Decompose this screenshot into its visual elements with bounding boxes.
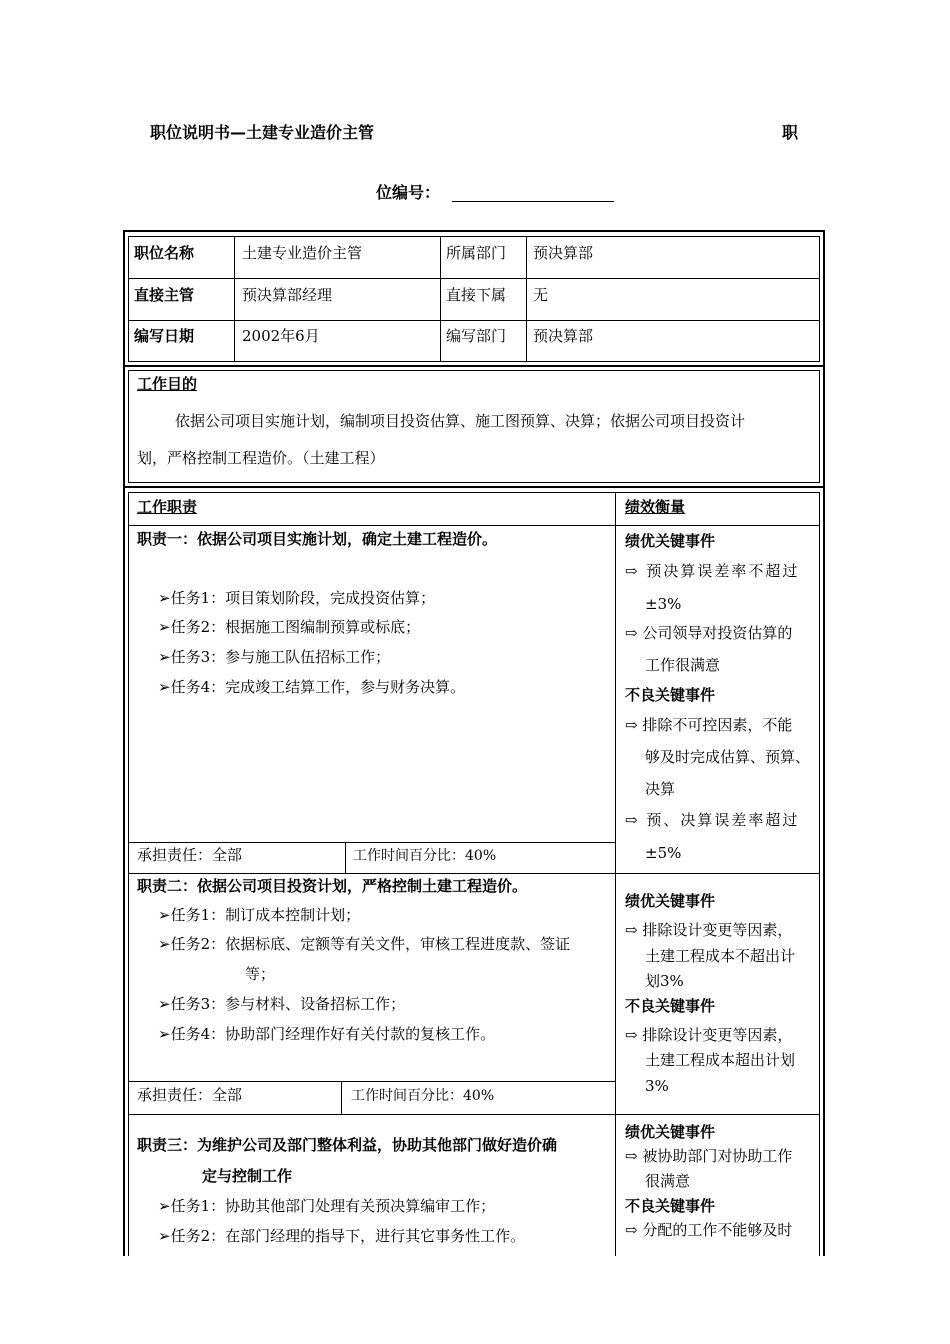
duty-1-task-1: ➢任务1：项目策划阶段，完成投资估算；	[158, 589, 436, 607]
duty-1-title: 职责一：依据公司项目实施计划，确定土建工程造价。	[137, 530, 498, 548]
info-key-department: 所属部门	[446, 244, 507, 262]
duty-1-bad-1a: ⇨ 排除不可控因素，不能	[625, 716, 793, 734]
duty-2-task-2b: 等；	[245, 965, 276, 983]
info-key-date: 编写日期	[134, 327, 195, 345]
duty-1-bad-1c: 决算	[645, 780, 676, 798]
duty-2-task-4: ➢任务4：协助部门经理作好有关付款的复核工作。	[158, 1025, 496, 1043]
duty-1-bad-2b: ±5%	[645, 844, 682, 862]
duty-3-task-2: ➢任务2：在部门经理的指导下，进行其它事务性工作。	[158, 1227, 526, 1245]
duty-2-task-3: ➢任务3：参与材料、设备招标工作；	[158, 995, 406, 1013]
duty-1-bad-2a: ⇨ 预、决算误差率超过	[625, 811, 800, 829]
duty-3-title-b: 定与控制工作	[202, 1167, 293, 1185]
info-value-author-dept: 预决算部	[533, 327, 594, 345]
duty-3-title-a: 职责三：为维护公司及部门整体利益，协助其他部门做好造价确	[137, 1136, 558, 1154]
info-value-position-name: 土建专业造价主管	[242, 244, 363, 262]
duty-1-task-2: ➢任务2：根据施工图编制预算或标底；	[158, 618, 421, 636]
duty-2-bad-1b: 土建工程成本超出计划	[645, 1051, 796, 1069]
info-key-subordinate: 直接下属	[446, 286, 507, 304]
duty-1-good-2b: 工作很满意	[645, 656, 721, 674]
duty-1-good-heading: 绩优关键事件	[625, 532, 716, 550]
info-value-subordinate: 无	[533, 286, 549, 304]
doc-title-right: 职	[782, 123, 799, 142]
duty-3-good-1b: 很满意	[645, 1172, 691, 1190]
duties-header-right: 绩效衡量	[625, 498, 686, 516]
duty-3-good-1a: ⇨ 被协助部门对协助工作	[625, 1147, 793, 1165]
duty-2-task-2a: ➢任务2：依据标底、定额等有关文件，审核工程进度款、签证	[158, 935, 571, 953]
duty-1-good-1b: ±3%	[645, 595, 682, 613]
duty-2-task-1: ➢任务1：制订成本控制计划；	[158, 906, 361, 924]
purpose-heading: 工作目的	[137, 375, 198, 393]
duty-3-bad-heading: 不良关键事件	[625, 1197, 716, 1215]
duty-1-responsibility: 承担责任：全部	[137, 846, 243, 864]
info-key-position-name: 职位名称	[134, 244, 195, 262]
duty-2-bad-1a: ⇨ 排除设计变更等因素，	[625, 1026, 793, 1044]
info-key-supervisor: 直接主管	[134, 286, 195, 304]
duty-3-task-1: ➢任务1：协助其他部门处理有关预决算编审工作；	[158, 1197, 496, 1215]
purpose-text-1: 依据公司项目实施计划，编制项目投资估算、施工图预算、决算；依据公司项目投资计	[175, 412, 746, 430]
duty-2-good-1b: 土建工程成本不超出计	[645, 947, 796, 965]
duty-2-bad-1c: 3%	[645, 1077, 669, 1095]
duty-1-bad-heading: 不良关键事件	[625, 686, 716, 704]
doc-title: 职位说明书—土建专业造价主管	[150, 123, 375, 142]
duty-2-good-1c: 划3%	[645, 972, 684, 990]
duty-2-time-percent: 工作时间百分比：40%	[351, 1088, 495, 1104]
duty-3-good-heading: 绩优关键事件	[625, 1123, 716, 1141]
info-value-supervisor: 预决算部经理	[242, 286, 333, 304]
position-code-label: 位编号：	[376, 183, 441, 202]
duty-2-title: 职责二：依据公司项目投资计划，严格控制土建工程造价。	[137, 877, 528, 895]
duty-2-good-heading: 绩优关键事件	[625, 892, 716, 910]
duty-2-bad-heading: 不良关键事件	[625, 997, 716, 1015]
duty-1-task-3: ➢任务3：参与施工队伍招标工作；	[158, 648, 391, 666]
duty-1-task-4: ➢任务4：完成竣工结算工作，参与财务决算。	[158, 678, 466, 696]
duty-3-bad-1a: ⇨ 分配的工作不能够及时	[625, 1221, 793, 1239]
duty-1-time-percent: 工作时间百分比：40%	[353, 848, 497, 864]
duty-2-responsibility: 承担责任：全部	[137, 1086, 243, 1104]
duty-1-good-1a: ⇨ 预决算误差率不超过	[625, 562, 800, 580]
purpose-text-2: 划，严格控制工程造价。（土建工程）	[137, 449, 385, 467]
info-value-date: 2002年6月	[242, 327, 320, 345]
duty-2-good-1a: ⇨ 排除设计变更等因素，	[625, 921, 793, 939]
duty-1-good-2a: ⇨ 公司领导对投资估算的	[625, 624, 793, 642]
info-value-department: 预决算部	[533, 244, 594, 262]
position-code-blank	[452, 201, 614, 202]
info-key-author-dept: 编写部门	[446, 327, 507, 345]
duties-header-left: 工作职责	[137, 498, 198, 516]
duty-1-bad-1b: 够及时完成估算、预算、	[645, 748, 811, 766]
